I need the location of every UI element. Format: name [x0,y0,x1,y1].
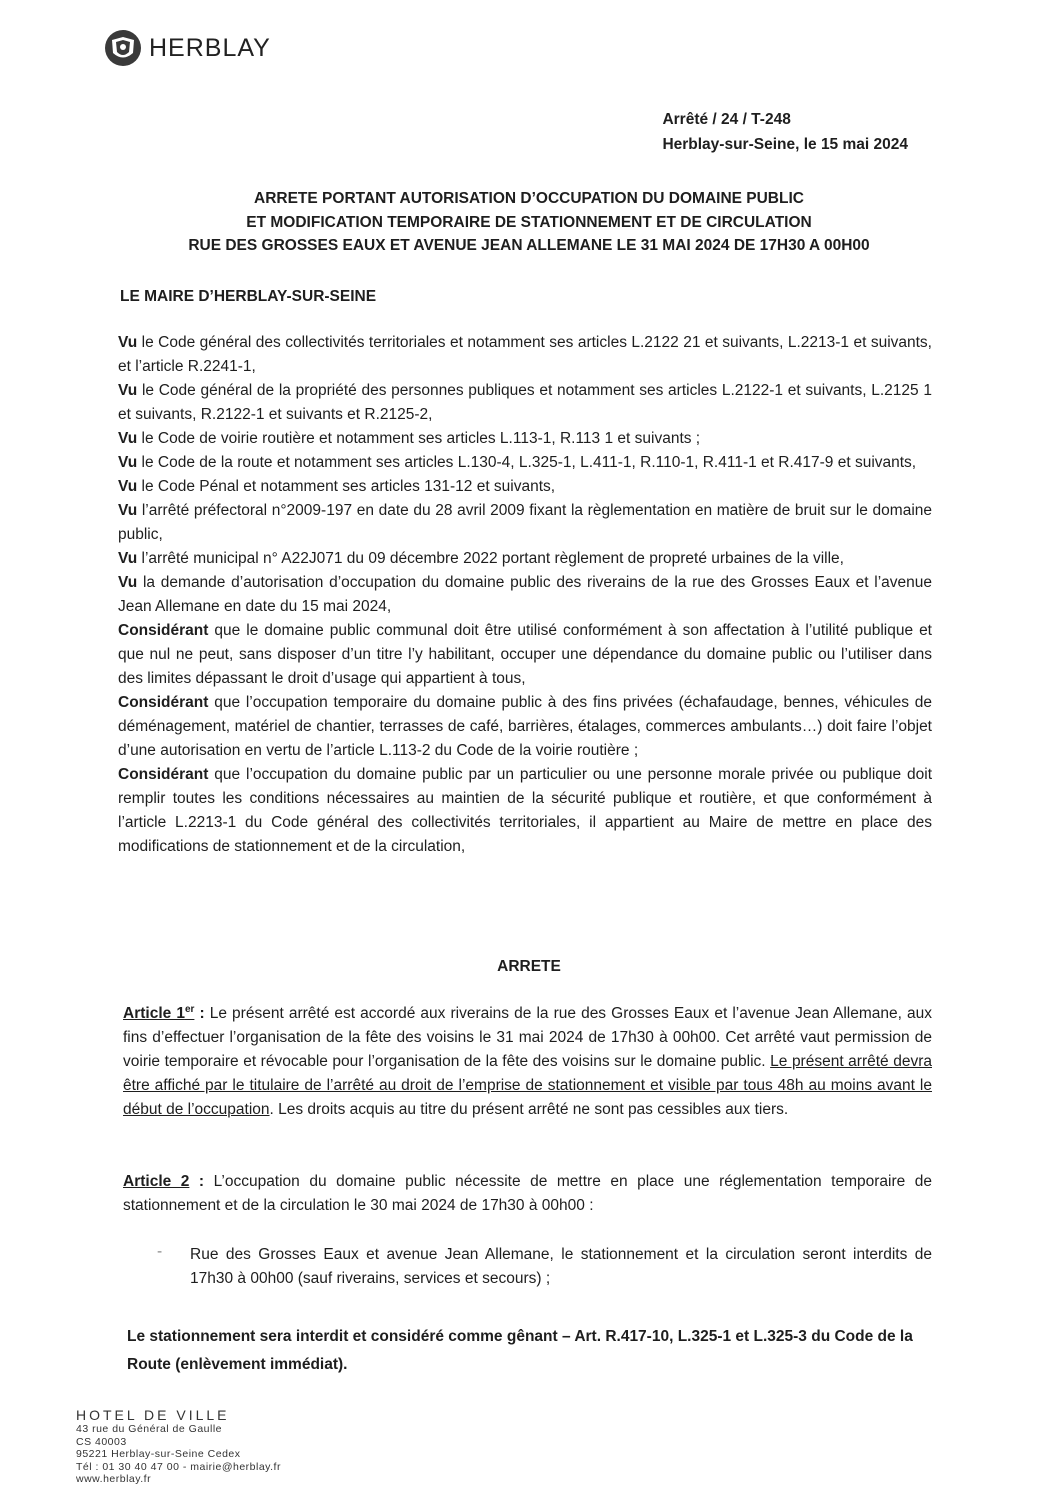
considerant-paragraph [118,763,932,859]
article-1-colon: : [194,1005,205,1022]
article-1-text-end: . Les droits acquis au titre du présent arrêté ne sont pas cessibles aux tiers. [269,1101,789,1118]
visa-paragraph [118,331,932,379]
considerant-text: que le domaine public communal doit être utilisé conformément à son affectation à l’utilité publique et que nul ne peut, sans disposer d’un titre l’y habilitant, occuper une dépendance du domaine public ou l’utiliser dans des limites dépassant le droit d’usage qui appartient à tous, [118,622,932,687]
considerant-text: que l’occupation temporaire du domaine public à des fins privées (échafaudage, bennes, véhicules de déménagement, matériel de chantier, terrasses de café, barrières, étalages, commerces ambulants…) doit faire l’objet d’une autorisation en vertu de l’article L.113-2 du Code de la voirie routière ; [118,694,932,759]
article-1-label-text: Article 1 [123,1005,185,1022]
visa-text: le Code de voirie routière et notamment ses articles L.113-1, R.113 1 et suivants ; [137,430,701,447]
footer-line: HOTEL DE VILLE [76,1407,230,1423]
considerant-paragraph [118,619,932,691]
considerant-paragraph [118,691,932,763]
visa-lead: Vu [118,454,138,471]
logo-text: HERBLAY [149,33,271,62]
visa-paragraph [118,427,932,451]
article-1-label [123,1005,194,1022]
article-1-text: Le présent arrêté est accordé aux riverains de la rue des Grosses Eaux et l’avenue Jean Allemane, aux fins d’effectuer l’organisation de la fête des voisins le 31 mai 2024 de 17h30 à 00h00. Cet arrêté vaut permission de voirie temporaire et révocable pour l’organisation de la fête des voisins sur le domaine public. [123,1005,933,1070]
visa-paragraph [118,379,932,427]
considerant-lead: Considérant [118,694,209,711]
place-date: Herblay-sur-Seine, le 15 mai 2024 [662,136,908,153]
visa-lead: Vu [118,550,138,567]
visa-text: le Code Pénal et notamment ses articles 131-12 et suivants, [137,478,556,495]
visas-section [118,331,932,859]
article-1-sup: er [184,1003,195,1015]
considerant-text: que l’occupation du domaine public par un particulier ou une personne morale privée ou publique doit remplir toutes les conditions nécessaires au maintien de la sécurité publique et routière, et que conformément à l’article L.2213-1 du Code général des collectivités territoriales, il appartient au Maire de mettre en place des modifications de stationnement et de la circulation, [118,766,932,855]
arrete-heading: ARRETE [497,958,561,975]
title-line: ARRETE PORTANT AUTORISATION D’OCCUPATION DU DOMAINE PUBLIC [254,190,804,207]
visa-text: l’arrêté municipal n° A22J071 du 09 décembre 2022 portant règlement de propreté urbaines de la ville, [137,550,844,567]
visa-text: la demande d’autorisation d’occupation du domaine public des riverains de la rue des Grosses Eaux et l’avenue Jean Allemane en date du 15 mai 2024, [118,574,932,615]
herblay-crest-icon [103,28,143,68]
footer-line: CS 40003 [76,1435,127,1448]
visa-paragraph [118,499,932,547]
title-line: ET MODIFICATION TEMPORAIRE DE STATIONNEMENT ET DE CIRCULATION [246,213,812,231]
visa-lead: Vu [118,382,138,399]
city-logo [103,26,271,70]
footer-address [76,1407,281,1486]
article-2-text: L’occupation du domaine public nécessite de mettre en place une réglementation temporaire de stationnement et de la circulation le 30 mai 2024 de 17h30 à 00h00 : [123,1173,933,1214]
issuer-heading: LE MAIRE D’HERBLAY-SUR-SEINE [120,288,377,305]
visa-lead: Vu [118,502,138,519]
visa-lead: Vu [118,574,138,591]
footer-line: 95221 Herblay-sur-Seine Cedex [76,1448,241,1460]
bullet-dash: - [157,1243,163,1260]
article-1-underlined: Le présent arrêté devra être affiché par le titulaire de l’arrêté au droit de l’emprise de stationnement et visible par tous 48h au moins avant le début de l’occupation [123,1053,932,1118]
visa-lead: Vu [118,334,138,351]
arrete-number: Arrêté / 24 / T-248 [662,111,791,128]
bullet-item: Rue des Grosses Eaux et avenue Jean Allemane, le stationnement et la circulation seront interdits de 17h30 à 00h00 (sauf riverains, services et secours) ; [190,1246,932,1287]
visa-text: le Code général des collectivités territoriales et notamment ses articles L.2122 21 et suivants, L.2213-1 et suivants, et l’article R.2241-1, [118,334,932,375]
parking-note: Le stationnement sera interdit et considéré comme gênant – Art. R.417-10, L.325-1 et L.325-3 du Code de la Route (enlèvement immédiat). [127,1328,913,1373]
visa-paragraph [118,571,932,619]
visa-text: le Code de la route et notamment ses articles L.130-4, L.325-1, L.411-1, R.110-1, R.411-1 et R.417-9 et suivants, [137,454,917,471]
visa-text: l’arrêté préfectoral n°2009-197 en date du 28 avril 2009 fixant la règlementation en matière de bruit sur le domaine public, [118,502,932,543]
article-2-colon: : [189,1173,205,1190]
document-reference [662,107,908,157]
visa-paragraph [118,475,932,499]
article-1 [123,1002,932,1122]
article-2-label: Article 2 [123,1173,190,1190]
article-2 [123,1170,932,1218]
title-line: RUE DES GROSSES EAUX ET AVENUE JEAN ALLEMANE LE 31 MAI 2024 DE 17H30 A 00H00 [188,237,870,254]
visa-text: le Code général de la propriété des personnes publiques et notamment ses articles L.2122-1 et suivants, L.2125 1 et suivants, R.2122-1 et suivants et R.2125-2, [118,382,932,423]
considerant-lead: Considérant [118,766,209,783]
document-title [0,187,1058,258]
visa-lead: Vu [118,478,138,495]
considerant-lead: Considérant [118,622,209,639]
footer-line: www.herblay.fr [76,1473,152,1485]
visa-paragraph [118,451,932,475]
visa-lead: Vu [118,430,138,447]
footer-line: Tél : 01 30 40 47 00 - mairie@herblay.fr [76,1460,281,1473]
visa-paragraph [118,547,932,571]
footer-line: 43 rue du Général de Gaulle [76,1423,223,1435]
